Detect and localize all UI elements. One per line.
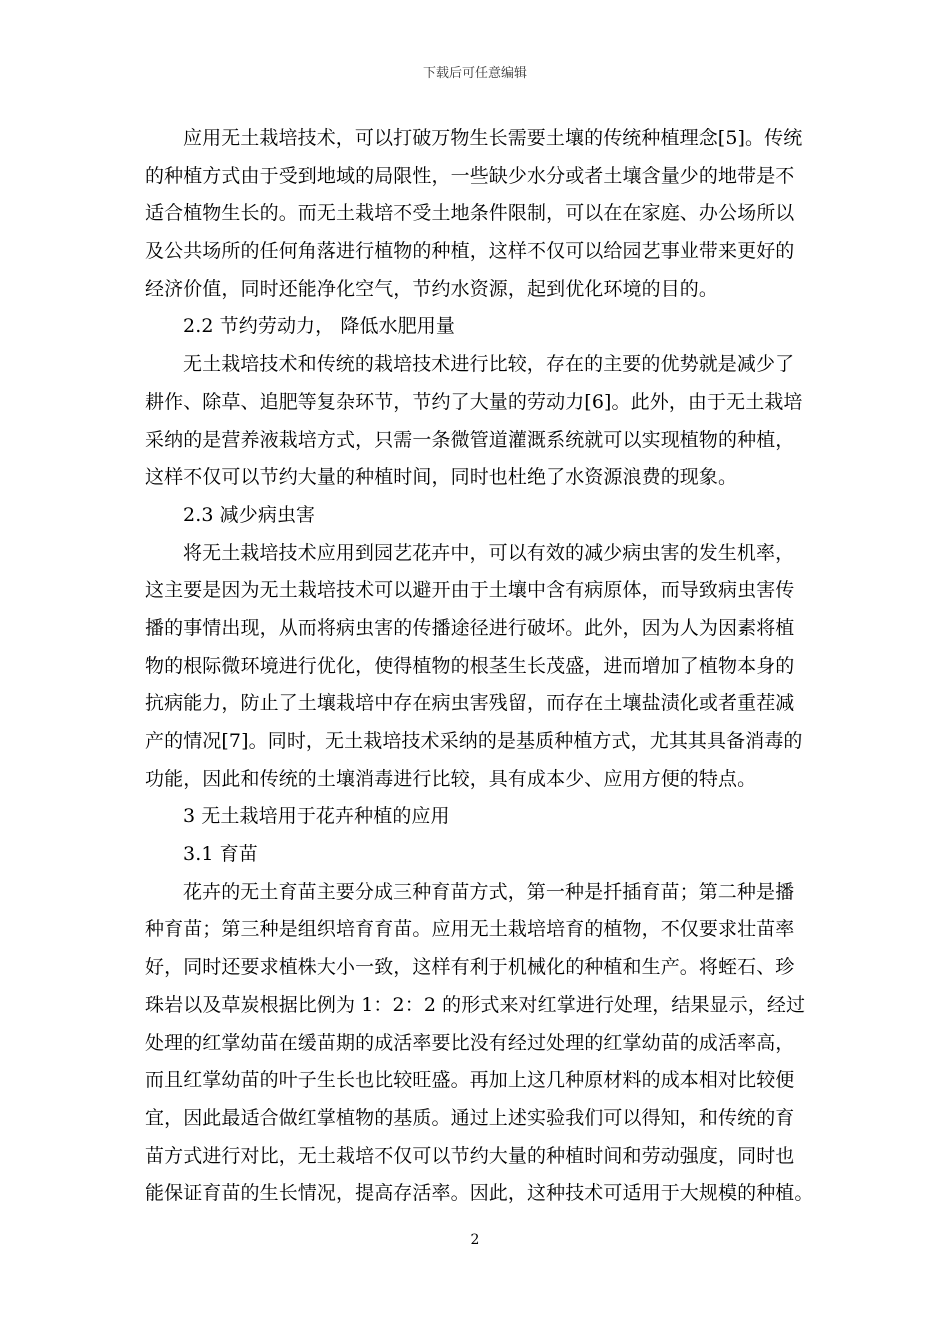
paragraph-line: 将无土栽培技术应用到园艺花卉中，可以有效的减少病虫害的发生机率， — [183, 541, 795, 564]
page-header: 下载后可任意编辑 — [422, 66, 527, 81]
paragraph-line: 无土栽培技术和传统的栽培技术进行比较，存在的主要的优势就是减少了 — [183, 353, 795, 376]
section-heading: 2.2 节约劳动力， 降低水肥用量 — [183, 315, 455, 338]
paragraph-line: 这主要是因为无土栽培技术可以避开由于土壤中含有病原体，而导致病虫害传 — [145, 579, 795, 602]
paragraph-line: 宜，因此最适合做红掌植物的基质。通过上述实验我们可以得知，和传统的育 — [145, 1106, 795, 1129]
paragraph-line: 花卉的无土育苗主要分成三种育苗方式，第一种是扦插育苗；第二种是播 — [183, 880, 795, 903]
paragraph-line: 经济价值，同时还能净化空气，节约水资源，起到优化环境的目的。 — [145, 277, 719, 300]
paragraph-line: 的种植方式由于受到地域的局限性，一些缺少水分或者土壤含量少的地带是不 — [145, 164, 795, 187]
paragraph-line: 苗方式进行对比，无土栽培不仅可以节约大量的种植时间和劳动强度，同时也 — [145, 1144, 795, 1167]
page-number: 2 — [470, 1232, 480, 1248]
paragraph-line: 好，同时还要求植株大小一致，这样有利于机械化的种植和生产。将蛭石、珍 — [145, 956, 795, 979]
paragraph-line: 物的根际微环境进行优化，使得植物的根茎生长茂盛，进而增加了植物本身的 — [145, 654, 795, 677]
paragraph-line: 而且红掌幼苗的叶子生长也比较旺盛。再加上这几种原材料的成本相对比较便 — [145, 1069, 795, 1092]
paragraph-line: 处理的红掌幼苗在缓苗期的成活率要比没有经过处理的红掌幼苗的成活率高， — [145, 1031, 795, 1054]
paragraph-line: 耕作、除草、追肥等复杂环节，节约了大量的劳动力[6]。此外，由于无土栽培 — [145, 390, 803, 413]
paragraph-line: 产的情况[7]。同时，无土栽培技术采纳的是基质种植方式，尤其其具备消毒的 — [145, 730, 803, 752]
section-heading: 3.1 育苗 — [183, 843, 258, 866]
paragraph-line: 能保证育苗的生长情况，提高存活率。因此，这种技术可适用于大规模的种植。 — [145, 1182, 814, 1205]
section-heading: 2.3 减少病虫害 — [183, 503, 316, 526]
document-body — [145, 120, 815, 1213]
paragraph-line: 功能，因此和传统的土壤消毒进行比较，具有成本少、应用方便的特点。 — [145, 767, 757, 790]
paragraph-line: 种育苗；第三种是组织培育育苗。应用无土栽培培育的植物，不仅要求壮苗率 — [145, 918, 795, 941]
paragraph-line: 应用无土栽培技术，可以打破万物生长需要土壤的传统种植理念[5]。传统 — [183, 127, 803, 149]
paragraph-line: 抗病能力，防止了土壤栽培中存在病虫害残留，而存在土壤盐渍化或者重茬减 — [145, 692, 795, 715]
paragraph-line: 播的事情出现，从而将病虫害的传播途径进行破坏。此外，因为人为因素将植 — [145, 616, 795, 639]
paragraph-line: 珠岩以及草炭根据比例为 1：2：2 的形式来对红掌进行处理，结果显示，经过 — [145, 993, 806, 1016]
paragraph-line: 采纳的是营养液栽培方式，只需一条微管道灌溉系统就可以实现植物的种植， — [145, 428, 795, 451]
paragraph-line: 及公共场所的任何角落进行植物的种植，这样不仅可以给园艺事业带来更好的 — [145, 240, 795, 263]
paragraph-line: 适合植物生长的。而无土栽培不受土地条件限制，可以在在家庭、办公场所以 — [145, 202, 795, 225]
section-heading: 3 无土栽培用于花卉种植的应用 — [183, 805, 450, 828]
paragraph-line: 这样不仅可以节约大量的种植时间，同时也杜绝了水资源浪费的现象。 — [145, 466, 738, 489]
